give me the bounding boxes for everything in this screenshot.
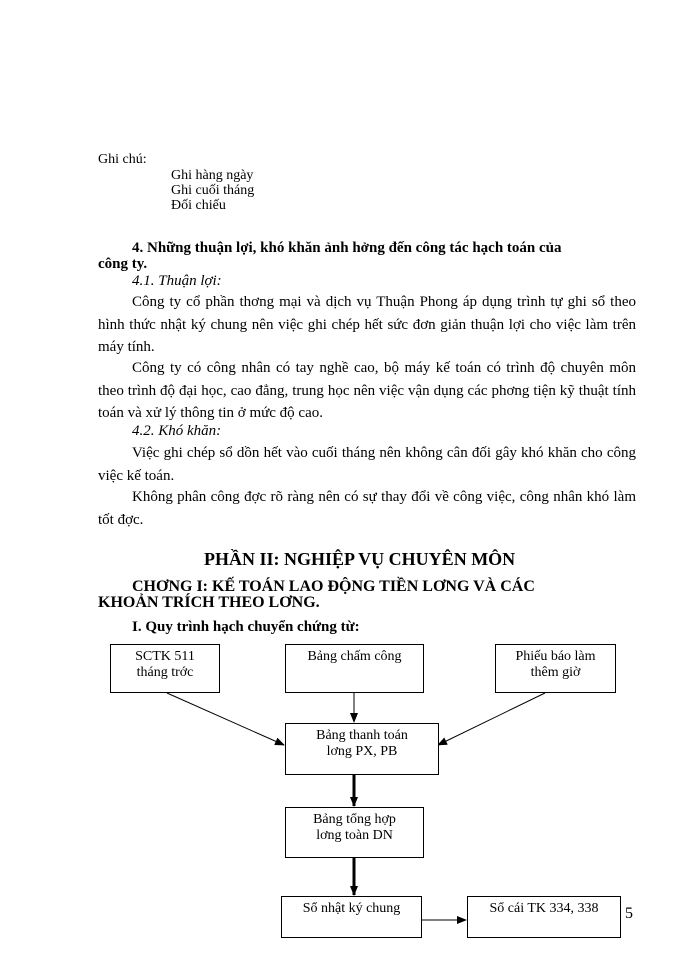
flow-box-sctk-511 <box>110 644 220 693</box>
box-text: Bảng chấm công <box>307 649 402 664</box>
paragraph-text: Không phân công đợc rõ ràng nên có sự thay đổi về công việc, công nhân khó làm tốt đợc. <box>98 489 636 528</box>
box-text: SCTK 511 <box>135 649 195 664</box>
box-text: lơng toàn DN <box>316 828 393 843</box>
paragraph-text: Công ty có công nhân có tay nghề cao, bộ máy kế toán có trình độ chuyên môn theo trình độ đại học, cao đẳng, trung học nên việc vận dụng các phơng tiện kỹ thuật tính toán và xử lý thông tin ở mức độ cao. <box>98 360 636 421</box>
note-label: Ghi chú: <box>98 152 147 167</box>
flow-box-general-journal <box>281 896 422 938</box>
box-text: Bảng tổng hợp <box>313 812 396 827</box>
box-text: tháng trớc <box>136 665 194 680</box>
box-text: Phiếu báo làm <box>515 649 596 664</box>
flow-box-attendance-sheet <box>285 644 424 693</box>
paragraph-text: Việc ghi chép sổ dồn hết vào cuối tháng nên không cân đối gây khó khăn cho công việc kế toán. <box>98 445 636 484</box>
box-text: thêm giờ <box>530 665 581 680</box>
subsection-difficulties: 4.2. Khó khăn: <box>132 423 222 439</box>
flow-box-overtime-slip <box>495 644 616 693</box>
section4-heading-line1: 4. Những thuận lợi, khó khăn ảnh hởng đến công tác hạch toán của <box>132 240 562 256</box>
page-number: 5 <box>625 905 633 922</box>
box-text: Bảng thanh toán <box>316 728 408 743</box>
flow-box-payroll-sheet <box>285 723 439 775</box>
note-line-compare: Đối chiếu <box>171 198 226 213</box>
part2-title: PHẦN II: NGHIỆP VỤ CHUYÊN MÔN <box>204 549 516 569</box>
section1-heading: I. Quy trình hạch chuyển chứng từ: <box>132 619 360 635</box>
chapter-title-line1: CHƠNG I: KẾ TOÁN LAO ĐỘNG TIỀN LƠNG VÀ CÁC <box>132 578 535 595</box>
arrow-box3-to-box4 <box>438 693 545 745</box>
box-text: Sổ nhật ký chung <box>302 901 401 916</box>
note-line-daily: Ghi hàng ngày <box>171 168 254 183</box>
box-text: lơng PX, PB <box>326 744 398 759</box>
chapter-title-line2: KHOẢN TRÍCH THEO LƠNG. <box>98 594 320 611</box>
flow-box-salary-summary <box>285 807 424 858</box>
box-text: Sổ cái TK 334, 338 <box>489 901 599 916</box>
flow-box-ledger-334-338 <box>467 896 621 938</box>
subsection-advantages: 4.1. Thuận lợi: <box>132 273 222 289</box>
note-line-monthly: Ghi cuối tháng <box>171 183 255 198</box>
section4-heading-line2: công ty. <box>98 256 148 272</box>
paragraph-text: Công ty cổ phần thơng mại và dịch vụ Thuận Phong áp dụng trình tự ghi sổ theo hình thức nhật ký chung nên việc ghi chép hết sức đơn giản thuận lợi cho việc làm trên máy tính. <box>98 294 636 355</box>
arrow-box1-to-box4 <box>167 693 284 745</box>
